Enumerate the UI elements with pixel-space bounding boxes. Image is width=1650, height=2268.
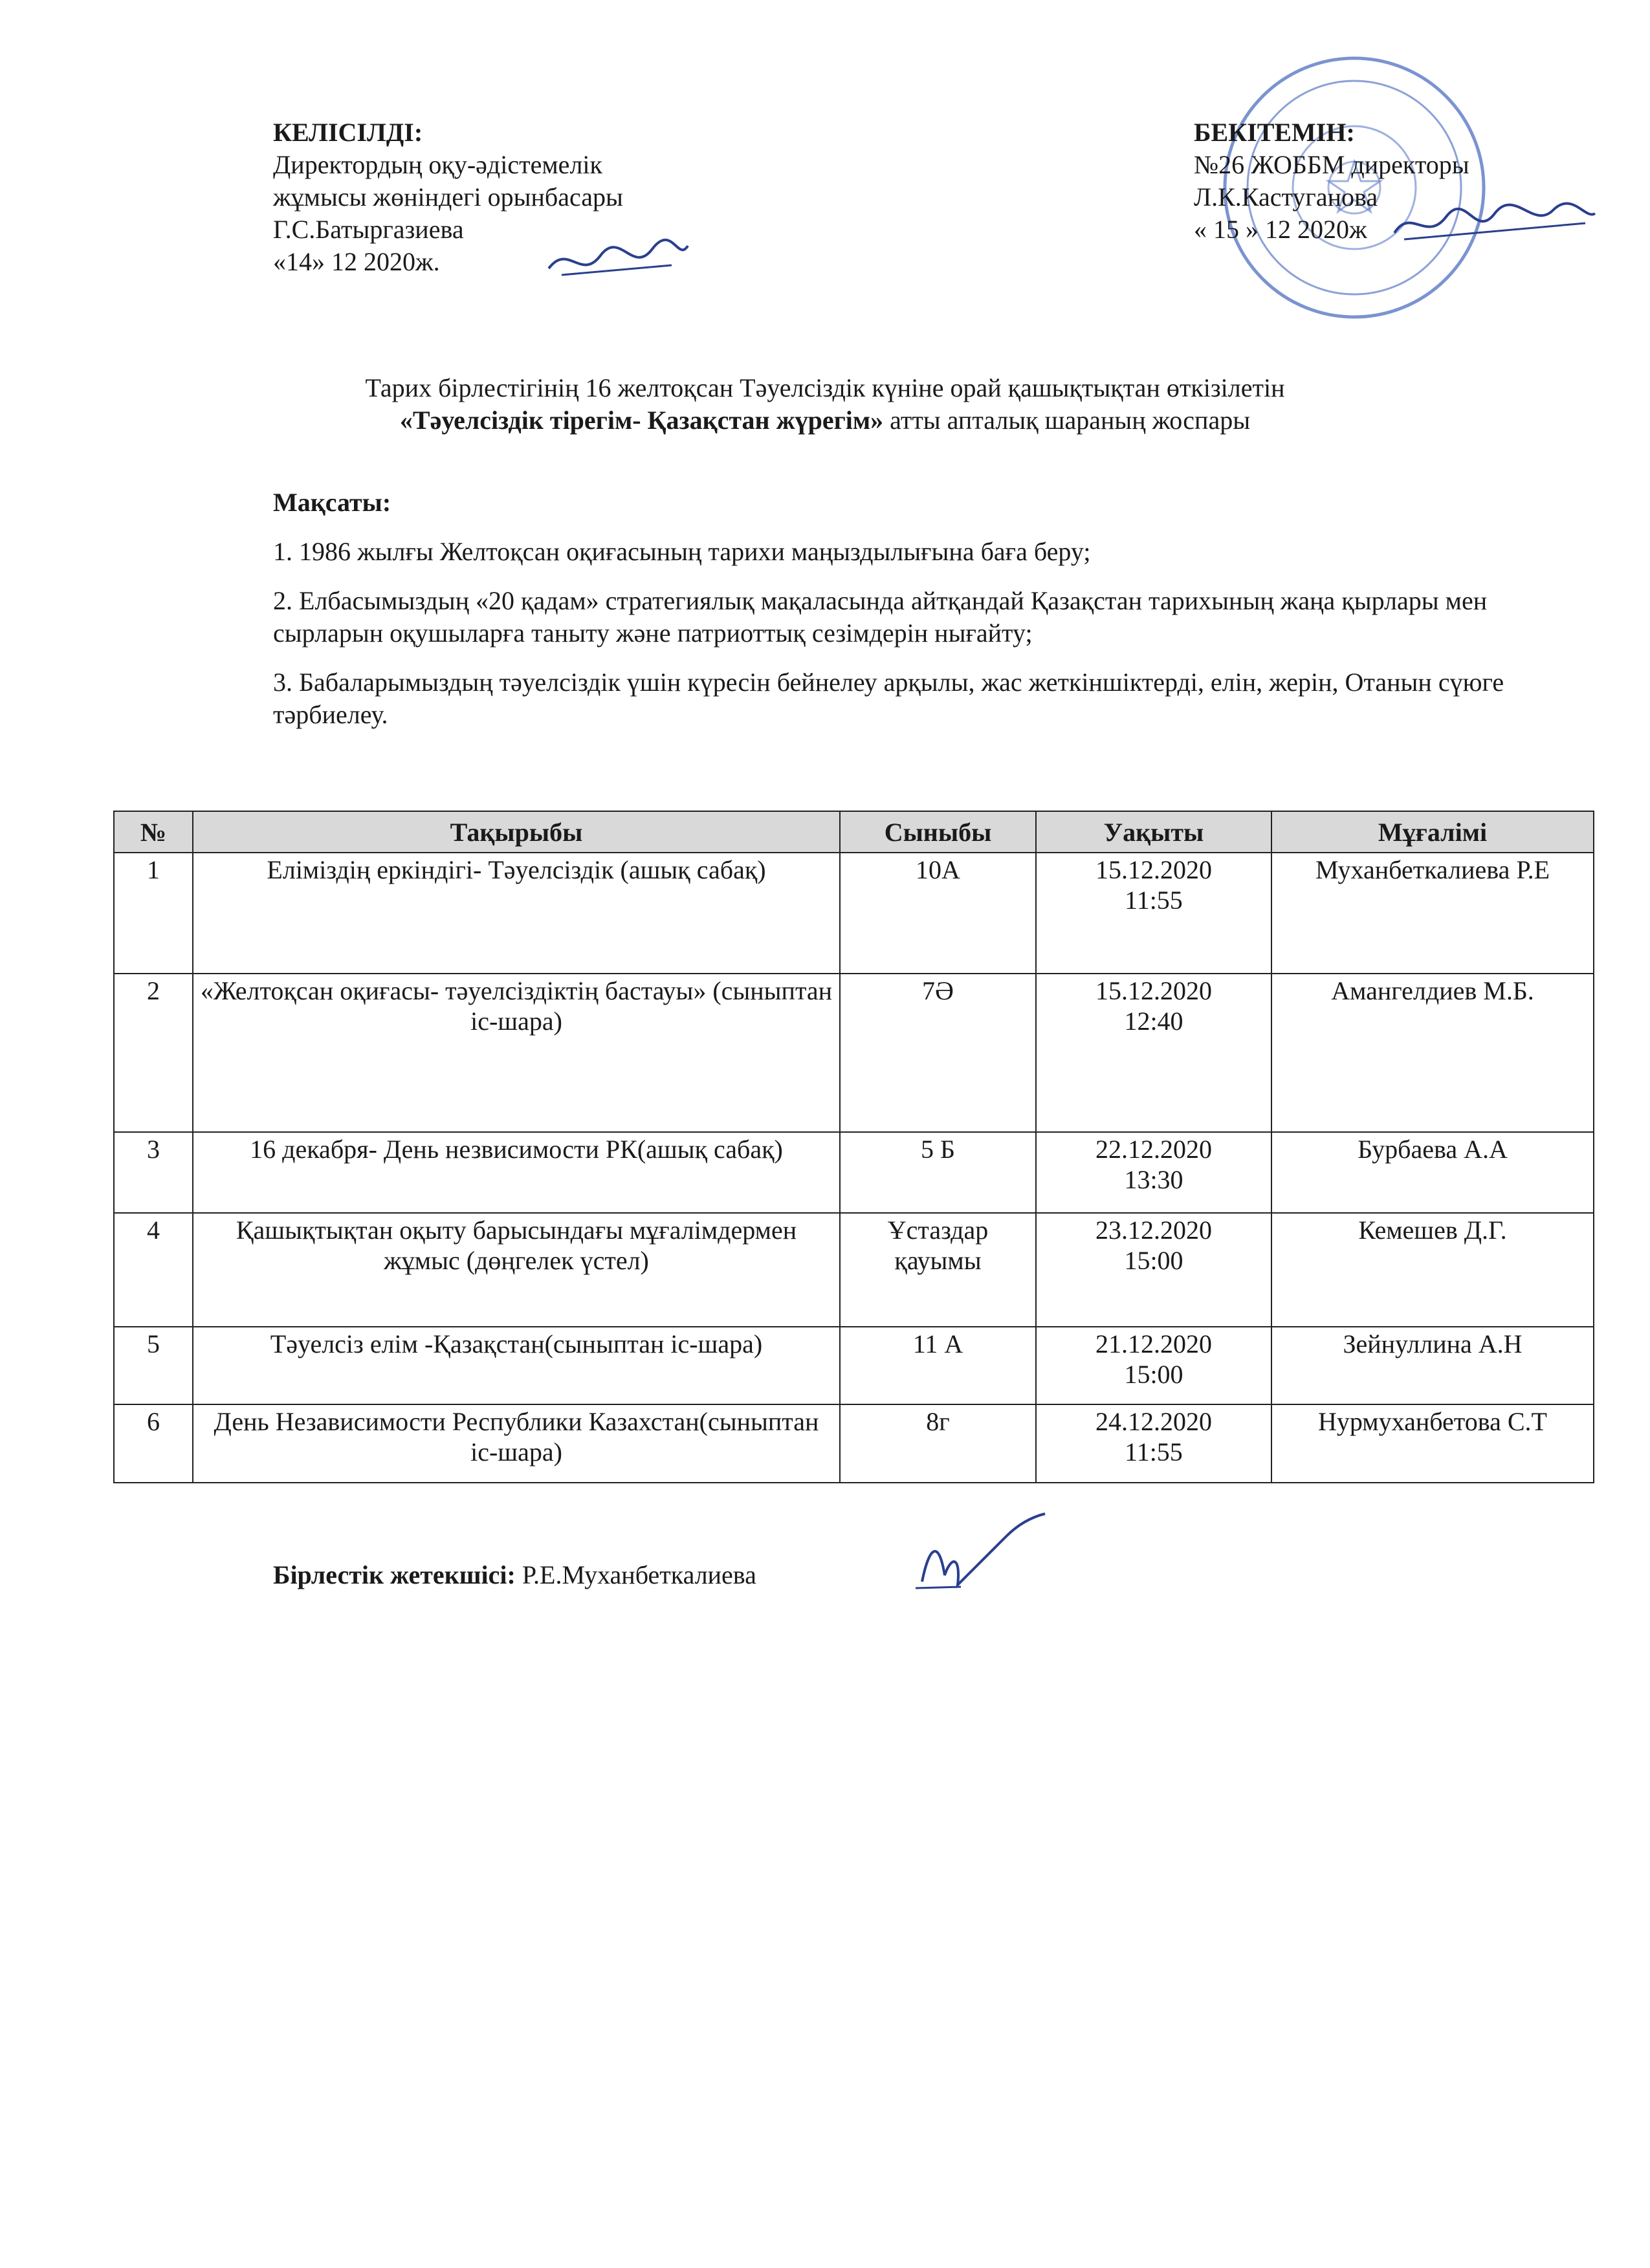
right-handwritten-signature — [1391, 194, 1598, 252]
left-handwritten-signature — [542, 236, 691, 288]
department-head-name: Р.Е.Муханбеткалиева — [515, 1560, 756, 1589]
row-teacher: Муханбеткалиева Р.Е — [1271, 853, 1594, 974]
row-topic: 16 декабря- День незвисимости РК(ашық сабақ) — [193, 1132, 840, 1213]
left-approval-heading: КЕЛІСІЛДІ: — [273, 118, 423, 147]
row-datetime — [1036, 853, 1271, 974]
column-header-number: № — [114, 811, 193, 853]
row-datetime — [1036, 1132, 1271, 1213]
row-date: 21.12.2020 — [1095, 1329, 1212, 1358]
row-datetime — [1036, 1327, 1271, 1404]
goals-heading: Мақсаты: — [273, 488, 391, 517]
column-header-teacher: Мұғалімі — [1271, 811, 1594, 853]
row-datetime — [1036, 974, 1271, 1132]
row-number: 2 — [114, 974, 193, 1132]
row-datetime — [1036, 1213, 1271, 1327]
left-approval-name: Г.С.Батыргазиева — [273, 215, 464, 244]
row-class: 5 Б — [840, 1132, 1036, 1213]
table-row — [114, 1213, 1594, 1327]
column-header-topic: Тақырыбы — [193, 811, 840, 853]
goal-item-1: 1. 1986 жылғы Желтоқсан оқиғасының тарихи маңыздылығына баға беру; — [273, 537, 1091, 566]
table-row — [114, 853, 1594, 974]
row-date: 23.12.2020 — [1095, 1216, 1212, 1245]
table-row — [114, 1404, 1594, 1483]
row-teacher: Кемешев Д.Г. — [1271, 1213, 1594, 1327]
department-head-handwritten-signature — [909, 1510, 1051, 1608]
row-class: 8г — [840, 1404, 1036, 1483]
row-time: 11:55 — [1125, 886, 1183, 915]
row-number: 3 — [114, 1132, 193, 1213]
row-time: 13:30 — [1124, 1165, 1183, 1194]
events-plan-table — [113, 811, 1594, 1483]
row-topic: Қашықтықтан оқыту барысындағы мұғалімдермен жұмыс (дөңгелек үстел) — [193, 1213, 840, 1327]
left-approval-position-line1: Директордың оқу-әдістемелік — [273, 150, 602, 179]
table-row — [114, 1132, 1594, 1213]
row-number: 4 — [114, 1213, 193, 1327]
title-line-1: Тарих бірлестігінің 16 желтоқсан Тәуелсіздік күніне орай қашықтықтан өткізілетін — [365, 373, 1285, 402]
row-time: 15:00 — [1124, 1246, 1183, 1275]
row-number: 6 — [114, 1404, 193, 1483]
row-time: 15:00 — [1124, 1360, 1183, 1389]
row-class: 7Ә — [840, 974, 1036, 1132]
row-topic: Тәуелсіз елім -Қазақстан(сыныптан іс-шара) — [193, 1327, 840, 1404]
column-header-class: Сыныбы — [840, 811, 1036, 853]
row-teacher: Амангелдиев М.Б. — [1271, 974, 1594, 1132]
row-topic: День Независимости Республики Казахстан(сыныптан іс-шара) — [193, 1404, 840, 1483]
title-line-2 — [0, 404, 1650, 437]
row-topic: Еліміздің еркіндігі- Тәуелсіздік (ашық сабақ) — [193, 853, 840, 974]
row-date: 15.12.2020 — [1095, 976, 1212, 1005]
row-date: 15.12.2020 — [1095, 855, 1212, 884]
right-approval-date: « 15 » 12 2020ж — [1194, 215, 1367, 244]
right-approval-name: Л.К.Кастуганова — [1194, 182, 1378, 212]
row-class: 11 А — [840, 1327, 1036, 1404]
title-line-2-rest: атты апталық шараның жоспары — [883, 406, 1251, 435]
row-date: 22.12.2020 — [1095, 1135, 1212, 1164]
table-row — [114, 1327, 1594, 1404]
row-teacher: Бурбаева А.А — [1271, 1132, 1594, 1213]
department-head-label: Бірлестік жетекшісі: — [273, 1560, 516, 1589]
goal-item-3: 3. Бабаларымыздың тәуелсіздік үшін күресін бейнелеу арқылы, жас жеткіншіктерді, елін, жерін, Отанын сүюге тәрбиелеу. — [273, 668, 1504, 729]
left-approval-position-line2: жұмысы жөніндегі орынбасары — [273, 182, 623, 212]
row-teacher: Зейнуллина А.Н — [1271, 1327, 1594, 1404]
goal-item-2: 2. Елбасымыздың «20 қадам» стратегиялық мақаласында айтқандай Қазақстан тарихының жаңа қырлары мен сырларын оқушыларға таныту және патриоттық сезімдерін нығайту; — [273, 586, 1488, 648]
row-topic: «Желтоқсан оқиғасы- тәуелсіздіктің бастауы» (сыныптан іс-шара) — [193, 974, 840, 1132]
row-teacher: Нурмуханбетова С.Т — [1271, 1404, 1594, 1483]
row-date: 24.12.2020 — [1095, 1407, 1212, 1436]
row-class: Ұстаздар қауымы — [840, 1213, 1036, 1327]
table-row — [114, 974, 1594, 1132]
left-approval-date: «14» 12 2020ж. — [273, 247, 440, 276]
row-number: 5 — [114, 1327, 193, 1404]
row-datetime — [1036, 1404, 1271, 1483]
row-number: 1 — [114, 853, 193, 974]
title-event-name: «Тәуелсіздік тірегім- Қазақстан жүрегім» — [399, 406, 884, 435]
table-header-row — [114, 811, 1594, 853]
row-class: 10А — [840, 853, 1036, 974]
row-time: 12:40 — [1124, 1007, 1183, 1036]
department-head-signature-line — [273, 1559, 756, 1591]
column-header-time: Уақыты — [1036, 811, 1271, 853]
right-approval-heading: БЕКІТЕМІН: — [1194, 118, 1355, 147]
row-time: 11:55 — [1125, 1437, 1183, 1467]
document-title — [0, 372, 1650, 437]
right-approval-position: №26 ЖОББМ директоры — [1194, 150, 1469, 179]
goals-section — [273, 486, 1561, 748]
